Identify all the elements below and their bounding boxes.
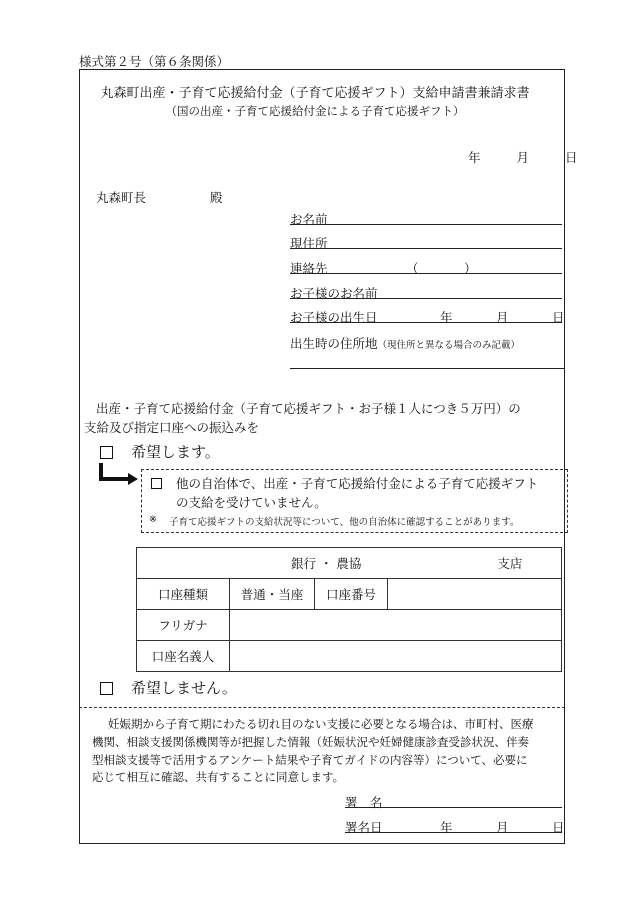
birth-day-label: 日	[552, 310, 565, 325]
other-municipality-note: 子育て応援ギフトの支給状況等について、他の自治体に確認することがあります。	[169, 517, 520, 528]
bank-account-table	[136, 547, 562, 672]
consent-line-2: 機関、相談支援関係機関等が把握した情報（妊娠状況や妊婦健康診査受診状況、伴奏	[92, 735, 529, 749]
child-birthdate-field[interactable]	[290, 322, 562, 323]
signature-date-label: 署名日	[345, 820, 383, 835]
birth-address-note: （現住所と異なる場合のみ記載）	[377, 340, 521, 351]
request-text-line-1: 出産・子育て応援給付金（子育て応援ギフト・お子様１人につき５万円）の	[96, 401, 521, 416]
birth-address-label-text: 出生時の住所地	[290, 336, 378, 351]
holder-field[interactable]	[230, 641, 562, 672]
child-name-label: お子様のお名前	[290, 286, 378, 301]
signature-year-label: 年	[440, 820, 453, 835]
recipient-name: 丸森町長	[96, 190, 147, 205]
consent-line-4: 応じて相互に確認、共有することに同意します。	[92, 770, 345, 784]
signature-day-label: 日	[552, 820, 565, 835]
other-municipality-line-1: 他の自治体で、出産・子育て応援給付金による子育て応援ギフト	[176, 476, 539, 491]
day-label: 日	[564, 150, 578, 165]
contact-paren-open: （	[406, 261, 419, 276]
month-label: 月	[516, 150, 529, 165]
contact-field[interactable]	[290, 273, 562, 274]
birth-address-label	[290, 334, 520, 352]
signature-field[interactable]	[345, 807, 562, 808]
contact-paren-close: ）	[464, 261, 477, 276]
note-mark: ※	[149, 514, 157, 525]
table-row	[137, 641, 562, 672]
address-field[interactable]	[290, 248, 562, 249]
birth-address-field[interactable]	[290, 368, 564, 369]
recipient	[96, 188, 223, 206]
branch-label: 支店	[497, 556, 523, 571]
signature-label: 署 名	[345, 795, 383, 810]
account-type-value[interactable]: 普通・当座	[230, 579, 315, 610]
bank-label: 銀行 ・ 農協	[290, 556, 362, 571]
birth-year-label: 年	[440, 310, 453, 325]
other-municipality-checkbox[interactable]	[151, 478, 162, 489]
name-label: お名前	[290, 212, 328, 227]
recipient-honorific: 殿	[209, 190, 223, 205]
contact-label: 連絡先	[290, 261, 328, 276]
holder-label: 口座名義人	[137, 641, 230, 672]
arrow-right-icon	[96, 462, 142, 486]
account-number-field[interactable]	[388, 579, 562, 610]
bank-name-cell[interactable]	[137, 548, 562, 579]
child-birthdate-label: お子様の出生日	[290, 310, 378, 325]
signature-date-field[interactable]	[345, 832, 562, 833]
year-label: 年	[468, 150, 481, 165]
table-row	[137, 610, 562, 641]
option-no-checkbox[interactable]	[100, 682, 113, 695]
form-subtitle: （国の出産・子育て応援給付金による子育て応援ギフト）	[165, 104, 465, 118]
consent-line-1: 妊娠期から子育て期にわたる切れ目のない支援に必要となる場合は、市町村、医療	[108, 717, 534, 731]
address-label: 現住所	[290, 236, 328, 251]
section-divider	[79, 707, 565, 708]
option-no-label: 希望しません。	[131, 679, 237, 697]
request-text-line-2: 支給及び指定口座への振込みを	[84, 420, 260, 435]
application-date	[468, 148, 577, 166]
birth-month-label: 月	[496, 310, 509, 325]
name-field[interactable]	[290, 224, 562, 225]
form-number: 様式第２号（第６条関係）	[79, 54, 230, 69]
option-yes-label: 希望します。	[131, 443, 220, 461]
table-row	[137, 579, 562, 610]
account-number-label: 口座番号	[315, 579, 388, 610]
consent-line-3: 型相談支援等で活用するアンケート結果や子育てガイドの内容等）について、必要に	[92, 753, 528, 767]
option-yes-checkbox[interactable]	[100, 446, 113, 459]
account-type-label: 口座種類	[137, 579, 230, 610]
furigana-label: フリガナ	[137, 610, 230, 641]
signature-month-label: 月	[496, 820, 509, 835]
form-title: 丸森町出産・子育て応援給付金（子育て応援ギフト）支給申請書兼請求書	[100, 86, 530, 101]
table-row	[137, 548, 562, 579]
child-name-field[interactable]	[290, 298, 562, 299]
other-municipality-line-2: の支給を受けていません。	[176, 495, 327, 510]
furigana-field[interactable]	[230, 610, 562, 641]
